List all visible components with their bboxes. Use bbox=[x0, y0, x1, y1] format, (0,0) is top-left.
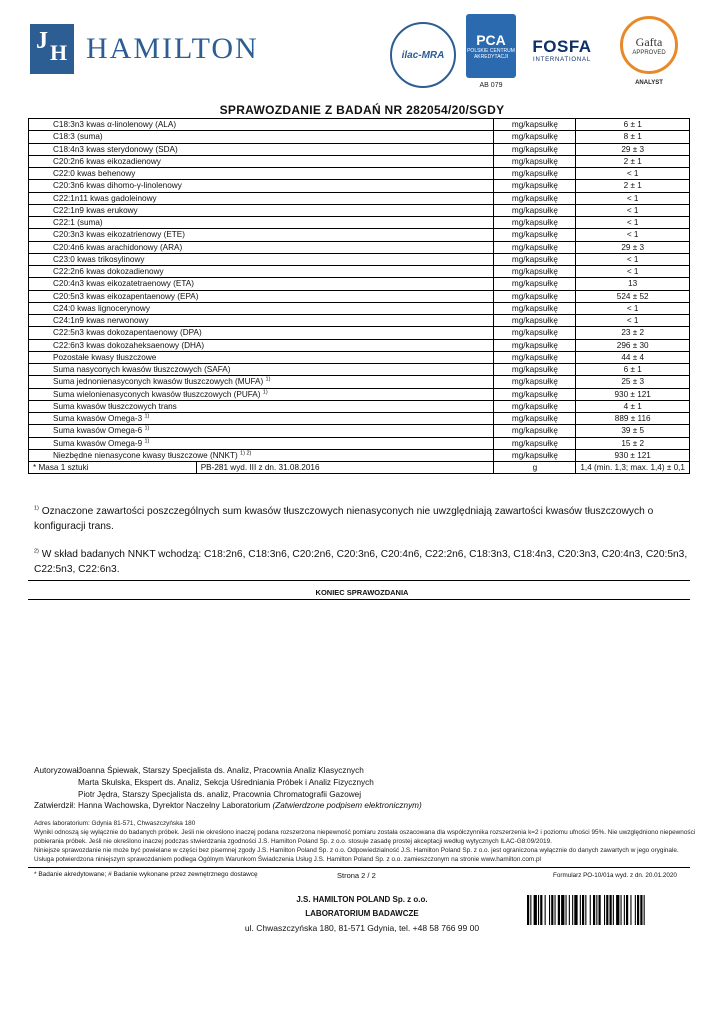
unit-cell: mg/kapsułkę bbox=[494, 119, 576, 131]
table-row bbox=[29, 119, 690, 131]
unit-cell: mg/kapsułkę bbox=[494, 413, 576, 425]
fosfa-logo bbox=[528, 30, 596, 70]
analyte-label: C22:5n3 kwas dokozapentaenowy (DPA) bbox=[53, 328, 202, 338]
pca-logo bbox=[466, 14, 516, 78]
lab-address-line: Adres laboratorium: Gdynia 81-571, Chwaszczyńska 180 bbox=[34, 820, 196, 827]
analyte-name bbox=[29, 315, 494, 327]
barcode-bar bbox=[644, 895, 645, 925]
barcode-bar bbox=[530, 895, 531, 925]
value-cell: < 1 bbox=[576, 217, 690, 229]
page-header bbox=[0, 0, 724, 100]
value-cell: 930 ± 121 bbox=[576, 449, 690, 461]
barcode-bar bbox=[604, 895, 605, 925]
analyte-name bbox=[29, 327, 494, 339]
barcode-bar bbox=[538, 895, 539, 925]
unit-cell: mg/kapsułkę bbox=[494, 364, 576, 376]
analyte-name bbox=[29, 192, 494, 204]
value-cell: < 1 bbox=[576, 266, 690, 278]
ilac-mra-text: ilac-MRA bbox=[401, 49, 445, 61]
divider bbox=[28, 867, 690, 868]
barcode-bar bbox=[626, 895, 628, 925]
analyte-label: C18:3n3 kwas α-linolenowy (ALA) bbox=[53, 120, 177, 130]
gafta-logo bbox=[620, 16, 678, 74]
disclaimer-2: Niniejsze sprawozdanie nie może być powielane w części bez pisemnej zgody J.S. Hamilton Poland Sp. z o.o. Odpowiedzialność J.S. Hamilton Poland Sp. z o.o. jest ograniczona wyłącznie do danych zawartych w jego oryginale. Usługa potwierdzona niniejszym sprawozdaniem podlega Ogólnym Warunkom Świadczenia Usług J.S. Hamilton Poland Sp. z o.o. zamieszczonym na stronie www.hamilton.com.pl bbox=[34, 847, 679, 863]
barcode-bar bbox=[540, 895, 542, 925]
lab-name: LABORATORIUM BADAWCZE bbox=[305, 909, 419, 918]
analyte-label: C20:4n6 kwas arachidonowy (ARA) bbox=[53, 242, 183, 252]
analyte-label: Suma kwasów Omega-9 bbox=[53, 438, 143, 448]
analyte-name bbox=[29, 143, 494, 155]
analyte-name bbox=[29, 180, 494, 192]
unit-cell: mg/kapsułkę bbox=[494, 339, 576, 351]
footnote-1-mark: 1) bbox=[34, 505, 39, 512]
gafta-subtext: APPROVED bbox=[632, 49, 666, 56]
value-cell: 6 ± 1 bbox=[576, 119, 690, 131]
fosfa-subtext: INTERNATIONAL bbox=[533, 57, 591, 63]
value-cell: 29 ± 3 bbox=[576, 241, 690, 253]
barcode-bar bbox=[572, 895, 573, 925]
author-1: Joanna Śpiewak, Starszy Specjalista ds. Analiz, Pracownia Analiz Klasycznych bbox=[78, 766, 364, 775]
analyte-label: Niezbędne nienasycone kwasy tłuszczowe (NNKT) bbox=[53, 450, 238, 460]
table-row bbox=[29, 449, 690, 461]
analyte-label: C20:5n3 kwas eikozapentaenowy (EPA) bbox=[53, 291, 199, 301]
unit-cell: mg/kapsułkę bbox=[494, 400, 576, 412]
barcode-bar bbox=[545, 895, 546, 925]
value-cell: 29 ± 3 bbox=[576, 143, 690, 155]
page-number: Strona 2 / 2 bbox=[337, 871, 376, 880]
barcode bbox=[527, 895, 687, 925]
hamilton-logo bbox=[30, 24, 259, 74]
barcode-bar bbox=[566, 895, 567, 925]
table-row bbox=[29, 278, 690, 290]
barcode-bar bbox=[606, 895, 608, 925]
mass-row bbox=[29, 462, 690, 474]
analyte-label: C24:0 kwas lignocerynowy bbox=[53, 303, 150, 313]
analyte-label: C22:0 kwas behenowy bbox=[53, 169, 136, 179]
table-row bbox=[29, 241, 690, 253]
barcode-bar bbox=[630, 895, 631, 925]
analyte-name bbox=[29, 131, 494, 143]
table-row bbox=[29, 168, 690, 180]
table-row bbox=[29, 266, 690, 278]
unit-cell: mg/kapsułkę bbox=[494, 143, 576, 155]
table-row bbox=[29, 253, 690, 265]
value-cell: 6 ± 1 bbox=[576, 364, 690, 376]
form-number: Formularz PO-10/01a wyd. z dn. 20.01.2020 bbox=[553, 872, 677, 879]
analyte-name bbox=[29, 155, 494, 167]
unit-cell: mg/kapsułkę bbox=[494, 315, 576, 327]
barcode-bar bbox=[624, 895, 625, 925]
end-of-report: KONIEC SPRAWOZDANIA bbox=[315, 588, 409, 597]
barcode-bar bbox=[599, 895, 601, 925]
unit-cell: mg/kapsułkę bbox=[494, 204, 576, 216]
divider bbox=[28, 580, 690, 581]
table-row bbox=[29, 364, 690, 376]
footnote-1 bbox=[34, 504, 694, 534]
analyte-label: C23:0 kwas trikosylinowy bbox=[53, 254, 145, 264]
analyte-label: Suma wielonienasyconych kwasów tłuszczowych (PUFA) bbox=[53, 389, 261, 399]
analyte-label: C20:2n6 kwas eikozadienowy bbox=[53, 156, 161, 166]
analyte-label: C20:4n3 kwas eikozatetraenowy (ETA) bbox=[53, 279, 194, 289]
table-row bbox=[29, 400, 690, 412]
value-cell: < 1 bbox=[576, 253, 690, 265]
analyte-label: Suma jednonienasyconych kwasów tłuszczowych (MUFA) bbox=[53, 377, 264, 387]
barcode-bar bbox=[561, 895, 564, 925]
analyte-name bbox=[29, 425, 494, 437]
barcode-bar bbox=[569, 895, 570, 925]
analyte-name bbox=[29, 119, 494, 131]
barcode-bar bbox=[635, 895, 636, 925]
unit-cell: mg/kapsułkę bbox=[494, 217, 576, 229]
table-row bbox=[29, 388, 690, 400]
table-row bbox=[29, 437, 690, 449]
value-cell: 4 ± 1 bbox=[576, 400, 690, 412]
gafta-role: ANALYST bbox=[635, 80, 663, 86]
analyte-label: C20:3n3 kwas eikozatrienowy (ETE) bbox=[53, 230, 185, 240]
table-row bbox=[29, 204, 690, 216]
unit-cell: mg/kapsułkę bbox=[494, 449, 576, 461]
analyte-label: Suma kwasów Omega-3 bbox=[53, 414, 143, 424]
barcode-bar bbox=[613, 895, 614, 925]
value-cell: 930 ± 121 bbox=[576, 388, 690, 400]
analyte-name bbox=[29, 241, 494, 253]
analyte-name bbox=[29, 278, 494, 290]
approved-by bbox=[78, 800, 422, 812]
unit-cell: mg/kapsułkę bbox=[494, 168, 576, 180]
unit-cell: mg/kapsułkę bbox=[494, 253, 576, 265]
footnote-ref: 1) bbox=[262, 388, 268, 395]
analyte-label: Suma nasyconych kwasów tłuszczowych (SAFA) bbox=[53, 365, 231, 375]
analyte-label: C22:1n11 kwas gadoleinowy bbox=[53, 193, 157, 203]
pca-subtext: POLSKIE CENTRUM AKREDYTACJI bbox=[467, 48, 515, 60]
unit-cell: mg/kapsułkę bbox=[494, 388, 576, 400]
unit-cell: mg/kapsułkę bbox=[494, 437, 576, 449]
mass-label: * Masa 1 sztuki bbox=[29, 462, 197, 474]
footer-legend: * Badanie akredytowane; # Badanie wykonane przez zewnętrznego dostawcę bbox=[34, 871, 258, 878]
footnote-ref: 1) bbox=[144, 437, 150, 444]
approval-note: (Zatwierdzone podpisem elektronicznym) bbox=[272, 801, 422, 810]
unit-cell: mg/kapsułkę bbox=[494, 278, 576, 290]
analyte-label: Suma kwasów Omega-6 bbox=[53, 426, 143, 436]
value-cell: 8 ± 1 bbox=[576, 131, 690, 143]
analyte-name bbox=[29, 266, 494, 278]
author-3: Piotr Jędra, Starszy Specjalista ds. analiz, Pracownia Chromatografii Gazowej bbox=[78, 790, 362, 799]
table-row bbox=[29, 315, 690, 327]
barcode-bar bbox=[580, 895, 581, 925]
barcode-bar bbox=[551, 895, 553, 925]
value-cell: < 1 bbox=[576, 204, 690, 216]
table-row bbox=[29, 425, 690, 437]
analyte-name bbox=[29, 290, 494, 302]
hamilton-logo-text: HAMILTON bbox=[86, 32, 259, 65]
unit-cell: mg/kapsułkę bbox=[494, 229, 576, 241]
analyte-name bbox=[29, 400, 494, 412]
value-cell: 889 ± 116 bbox=[576, 413, 690, 425]
barcode-bar bbox=[593, 895, 595, 925]
barcode-bar bbox=[527, 895, 529, 925]
unit-cell: mg/kapsułkę bbox=[494, 180, 576, 192]
table-row bbox=[29, 155, 690, 167]
value-cell: 2 ± 1 bbox=[576, 180, 690, 192]
company-address: ul. Chwaszczyńska 180, 81-571 Gdynia, tel. +48 58 766 99 00 bbox=[244, 923, 480, 933]
unit-cell: mg/kapsułkę bbox=[494, 192, 576, 204]
unit-cell: mg/kapsułkę bbox=[494, 155, 576, 167]
unit-cell: mg/kapsułkę bbox=[494, 131, 576, 143]
approver-name: Hanna Wachowska, Dyrektor Naczelny Laboratorium bbox=[78, 801, 271, 810]
footnote-2-text: W skład badanych NNKT wchodzą: C18:2n6, C18:3n6, C20:2n6, C20:3n6, C20:4n6, C22:2n6, C18:3n3, C18:4n3, C20:3n3, C20:4n3, C20:5n3, C22:5n3, C22:6n3. bbox=[34, 549, 688, 575]
analyte-name bbox=[29, 351, 494, 363]
logo-mark-letter-h: H bbox=[50, 40, 68, 65]
analyte-label: C22:1 (suma) bbox=[53, 218, 103, 228]
analyte-label: C20:3n6 kwas dihomo-γ-linolenowy bbox=[53, 181, 182, 191]
company-name: J.S. HAMILTON POLAND Sp. z o.o. bbox=[296, 895, 428, 904]
table-row bbox=[29, 131, 690, 143]
footnote-2-mark: 2) bbox=[34, 548, 39, 555]
analyte-name bbox=[29, 168, 494, 180]
value-cell: < 1 bbox=[576, 229, 690, 241]
mass-unit: g bbox=[494, 462, 576, 474]
analyte-label: C22:2n6 kwas dokozadienowy bbox=[53, 267, 164, 277]
barcode-bar bbox=[621, 895, 622, 925]
mass-method: PB-281 wyd. III z dn. 31.08.2016 bbox=[196, 462, 494, 474]
analyte-label: C24:1n9 kwas nerwonowy bbox=[53, 316, 149, 326]
barcode-bar bbox=[585, 895, 586, 925]
value-cell: 39 ± 5 bbox=[576, 425, 690, 437]
footnote-ref: 1) bbox=[144, 413, 150, 420]
analyte-name bbox=[29, 217, 494, 229]
barcode-bar bbox=[534, 895, 537, 925]
value-cell: 23 ± 2 bbox=[576, 327, 690, 339]
analyte-name bbox=[29, 229, 494, 241]
analyte-name bbox=[29, 388, 494, 400]
barcode-bar bbox=[574, 895, 577, 925]
value-cell: 13 bbox=[576, 278, 690, 290]
barcode-bar bbox=[640, 895, 642, 925]
unit-cell: mg/kapsułkę bbox=[494, 351, 576, 363]
logo-mark-letter-j: J bbox=[36, 28, 48, 54]
barcode-bar bbox=[582, 895, 584, 925]
hamilton-logo-mark bbox=[30, 24, 74, 74]
barcode-bar bbox=[637, 895, 639, 925]
table-row bbox=[29, 143, 690, 155]
analyte-label: C22:6n3 kwas dokozaheksaenowy (DHA) bbox=[53, 340, 205, 350]
footnote-ref: 1) 2) bbox=[240, 450, 252, 457]
accreditation-code: AB 079 bbox=[479, 82, 503, 89]
analyte-name bbox=[29, 204, 494, 216]
footnote-2 bbox=[34, 547, 694, 577]
table-row bbox=[29, 302, 690, 314]
unit-cell: mg/kapsułkę bbox=[494, 290, 576, 302]
table-row bbox=[29, 180, 690, 192]
unit-cell: mg/kapsułkę bbox=[494, 302, 576, 314]
analyte-name bbox=[29, 364, 494, 376]
author-2: Marta Skulska, Ekspert ds. Analiz, Sekcja Uśredniania Próbek i Analiz Fizycznych bbox=[78, 778, 374, 787]
report-title: SPRAWOZDANIE Z BADAŃ NR 282054/20/SGDY bbox=[219, 103, 505, 117]
value-cell: < 1 bbox=[576, 192, 690, 204]
value-cell: 2 ± 1 bbox=[576, 155, 690, 167]
gafta-text: Gafta bbox=[635, 34, 663, 49]
analyte-name bbox=[29, 413, 494, 425]
results-table bbox=[28, 118, 690, 474]
unit-cell: mg/kapsułkę bbox=[494, 376, 576, 388]
analyte-label: C22:1n9 kwas erukowy bbox=[53, 205, 138, 215]
divider bbox=[28, 599, 690, 600]
analyte-label: C18:3 (suma) bbox=[53, 132, 103, 142]
footnote-ref: 1) bbox=[144, 425, 150, 432]
table-row bbox=[29, 376, 690, 388]
barcode-bar bbox=[549, 895, 550, 925]
table-row bbox=[29, 217, 690, 229]
barcode-bar bbox=[596, 895, 597, 925]
ilac-mra-logo bbox=[390, 22, 456, 88]
barcode-bar bbox=[590, 895, 591, 925]
analyte-name bbox=[29, 449, 494, 461]
unit-cell: mg/kapsułkę bbox=[494, 241, 576, 253]
table-row bbox=[29, 192, 690, 204]
table-row bbox=[29, 327, 690, 339]
table-row bbox=[29, 229, 690, 241]
unit-cell: mg/kapsułkę bbox=[494, 327, 576, 339]
value-cell: 296 ± 30 bbox=[576, 339, 690, 351]
barcode-bar bbox=[555, 895, 556, 925]
table-row bbox=[29, 339, 690, 351]
barcode-bar bbox=[610, 895, 612, 925]
barcode-bar bbox=[616, 895, 619, 925]
fosfa-text: FOSFA bbox=[532, 37, 592, 56]
disclaimer-1: Wyniki odnoszą się wyłącznie do badanych próbek. Jeśli nie określono inaczej podana rozszerzona niepewność pomiaru została oszacowana dla współczynnika rozszerzenia k=2 i poziomu ufności 95%. Nie uwzględniono niepewności pobierania próbek. Jeśli nie określono inaczej podczas stwierdzania zgodności J.S. Hamilton Poland Sp. z o.o. stosuje zasadę prostej akceptacji według wytycznych ILAC-G8:09/2019. bbox=[34, 829, 696, 845]
unit-cell: mg/kapsułkę bbox=[494, 266, 576, 278]
footnote-1-text: Oznaczone zawartości poszczególnych sum kwasów tłuszczowych nienasyconych nie uwzględniają zawartości kwasów tłuszczowych o konfiguracji trans. bbox=[34, 506, 654, 532]
results-table-body bbox=[29, 119, 690, 462]
analyte-name bbox=[29, 376, 494, 388]
approved-label: Zatwierdził: bbox=[34, 801, 76, 810]
value-cell: < 1 bbox=[576, 315, 690, 327]
analyte-label: Suma kwasów tłuszczowych trans bbox=[53, 401, 177, 411]
table-row bbox=[29, 351, 690, 363]
value-cell: 15 ± 2 bbox=[576, 437, 690, 449]
barcode-bar bbox=[558, 895, 560, 925]
value-cell: < 1 bbox=[576, 302, 690, 314]
value-cell: < 1 bbox=[576, 168, 690, 180]
pca-text: PCA bbox=[476, 32, 506, 48]
analyte-label: Pozostałe kwasy tłuszczowe bbox=[53, 352, 157, 362]
table-row bbox=[29, 290, 690, 302]
value-cell: 25 ± 3 bbox=[576, 376, 690, 388]
analyte-name bbox=[29, 437, 494, 449]
value-cell: 524 ± 52 bbox=[576, 290, 690, 302]
analyte-label: C18:4n3 kwas sterydonowy (SDA) bbox=[53, 144, 178, 154]
authors-label: Autoryzował: bbox=[34, 766, 81, 775]
analyte-name bbox=[29, 253, 494, 265]
analyte-name bbox=[29, 339, 494, 351]
footnote-ref: 1) bbox=[265, 376, 271, 383]
mass-value: 1,4 (min. 1,3; max. 1,4) ± 0,1 bbox=[576, 462, 690, 474]
value-cell: 44 ± 4 bbox=[576, 351, 690, 363]
unit-cell: mg/kapsułkę bbox=[494, 425, 576, 437]
analyte-name bbox=[29, 302, 494, 314]
table-row bbox=[29, 413, 690, 425]
